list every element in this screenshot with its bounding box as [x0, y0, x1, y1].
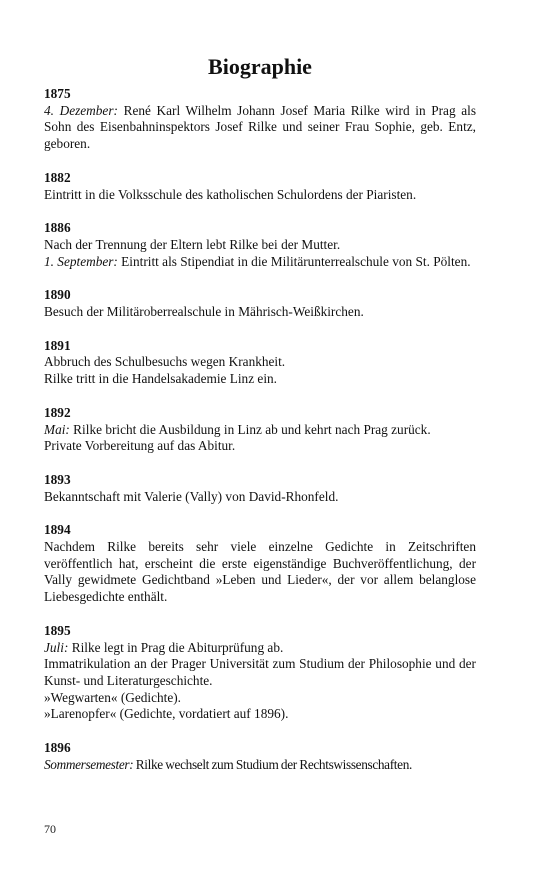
entry-year: 1891: [44, 337, 71, 353]
entry-text: Private Vorbereitung auf das Abitur.: [44, 438, 236, 454]
entry-line: [44, 371, 476, 388]
entry-text: Nach der Trennung der Eltern lebt Rilke bei der Mutter.: [44, 236, 341, 252]
entry-year: 1882: [44, 169, 71, 185]
entry-year: 1896: [44, 740, 71, 756]
chronology-entry: [44, 338, 476, 388]
entry-year: 1890: [44, 287, 71, 303]
entry-text: Besuch der Militäroberrealschule in Mährisch-Weißkirchen.: [44, 304, 364, 320]
chronology-entry: [44, 472, 476, 505]
date-label: Juli:: [44, 639, 69, 655]
entry-year: 1893: [44, 471, 71, 487]
date-label: Sommersemester:: [44, 756, 134, 772]
entry-year: 1892: [44, 404, 71, 420]
entry-text: Nachdem Rilke bereits sehr viele einzelne Gedichte in Zeitschriften veröffentlich hat, erscheint die erste eigenständige Buchveröffentlichung, der Vally gewidmete Gedichtband »Leben und Lieder«, der vor allem belanglose Liebesgedichte enthält.: [44, 539, 476, 605]
chronology-entry: [44, 405, 476, 455]
entry-text: Eintritt in die Volksschule des katholischen Schulordens der Piaristen.: [44, 186, 417, 202]
chronology-list: [44, 86, 476, 774]
entry-line: [44, 690, 476, 707]
entry-line: [44, 757, 476, 774]
chronology-entry: [44, 220, 476, 270]
entry-year: 1894: [44, 522, 71, 538]
entry-year: 1886: [44, 220, 71, 236]
entry-line: [44, 237, 476, 254]
entry-line: [44, 489, 476, 506]
entry-text: Immatrikulation an der Prager Universität zum Studium der Philosophie und der Kunst- und Literaturgeschichte.: [44, 656, 476, 688]
entry-line: [44, 304, 476, 321]
entry-text: Abbruch des Schulbesuchs wegen Krankheit.: [44, 354, 286, 370]
entry-line: [44, 354, 476, 371]
entry-line: [44, 187, 476, 204]
entry-line: [44, 706, 476, 723]
chronology-entry: [44, 740, 476, 773]
chronology-entry: [44, 170, 476, 203]
entry-text: »Wegwarten« (Gedichte).: [44, 689, 182, 705]
entry-line: [44, 656, 476, 689]
entry-text: Rilke bricht die Ausbildung in Linz ab und kehrt nach Prag zurück.: [69, 421, 431, 437]
chronology-entry: [44, 86, 476, 153]
date-label: 1. September:: [44, 253, 118, 269]
entry-text: Rilke wechselt zum Studium der Rechtswissenschaften.: [133, 756, 412, 772]
entry-line: [44, 438, 476, 455]
entry-text: Bekanntschaft mit Valerie (Vally) von David-Rhonfeld.: [44, 488, 339, 504]
page-number: 70: [44, 822, 56, 836]
chronology-entry: [44, 623, 476, 723]
entry-line: [44, 254, 476, 271]
entry-line: [44, 539, 476, 606]
entry-line: [44, 640, 476, 657]
entry-year: 1875: [44, 86, 71, 101]
entry-line: [44, 422, 476, 439]
page-title: Biographie: [208, 54, 312, 79]
entry-line: [44, 103, 476, 153]
chronology-entry: [44, 287, 476, 320]
date-label: 4. Dezember:: [44, 102, 118, 118]
chronology-entry: [44, 522, 476, 606]
entry-year: 1895: [44, 622, 71, 638]
entry-text: Rilke tritt in die Handelsakademie Linz ein.: [44, 371, 277, 387]
entry-text: Rilke legt in Prag die Abiturprüfung ab.: [68, 639, 284, 655]
entry-text: René Karl Wilhelm Johann Josef Maria Rilke wird in Prag als Sohn des Eisenbahninspektors Josef Rilke und seiner Frau Sophie, geb. Entz, geboren.: [44, 102, 477, 152]
entry-text: »Larenopfer« (Gedichte, vordatiert auf 1896).: [44, 706, 289, 722]
biography-page: [44, 54, 476, 791]
entry-text: Eintritt als Stipendiat in die Militärunterrealschule von St. Pölten.: [117, 253, 471, 269]
date-label: Mai:: [44, 421, 70, 437]
